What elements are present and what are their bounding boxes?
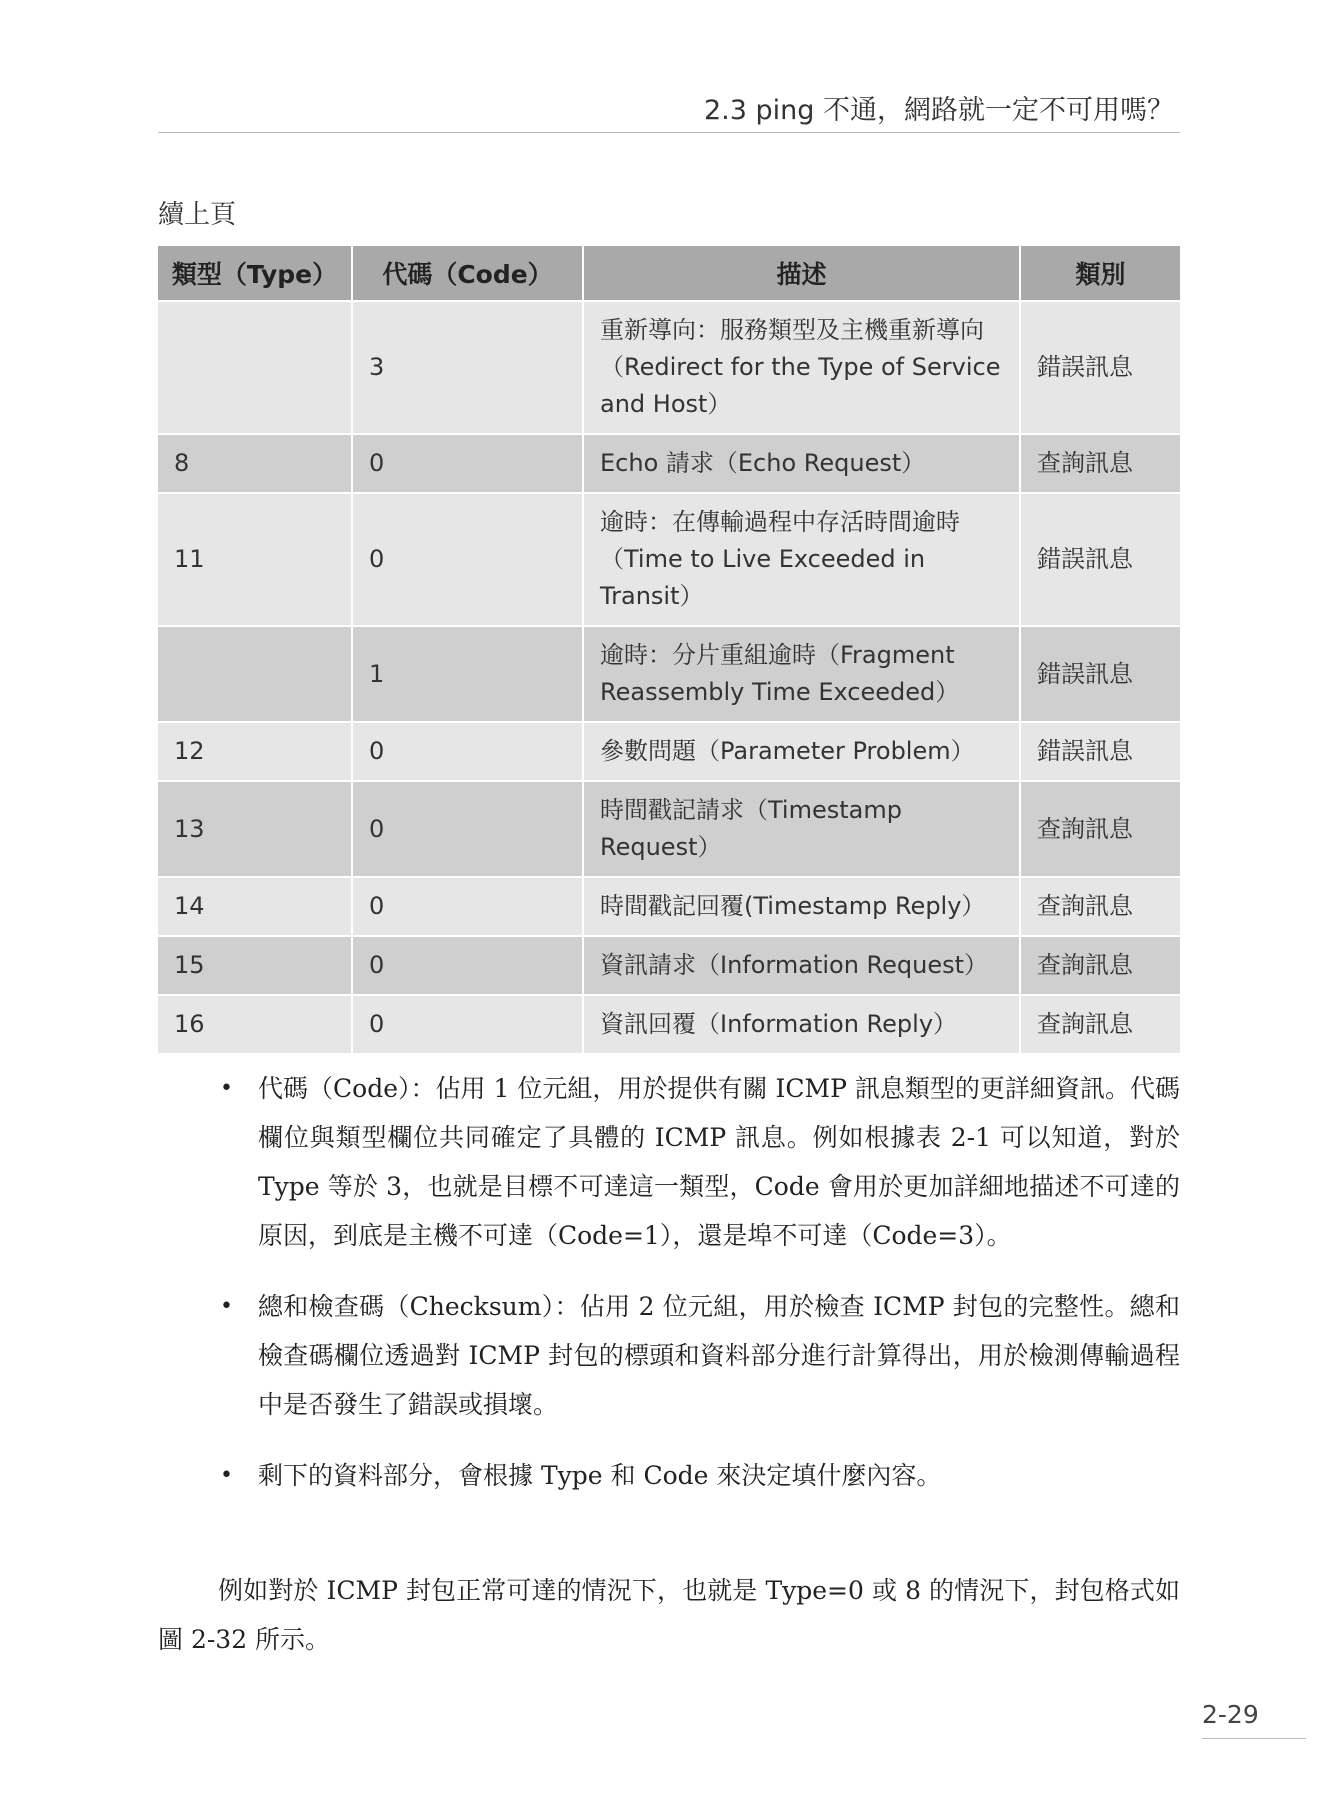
- table-row: [158, 995, 1180, 1053]
- cell-code: 0: [352, 722, 583, 781]
- cell-category: 查詢訊息: [1020, 434, 1180, 493]
- cell-description: 逾時：在傳輸過程中存活時間逾時（Time to Live Exceeded in Transit）: [583, 493, 1020, 626]
- cell-description: 資訊回覆（Information Reply）: [583, 995, 1020, 1053]
- table-row: [158, 301, 1180, 434]
- body-paragraph: 例如對於 ICMP 封包正常可達的情況下，也就是 Type=0 或 8 的情況下，封包格式如圖 2-32 所示。: [158, 1576, 1180, 1654]
- table-header-row: [158, 246, 1180, 301]
- cell-category: 查詢訊息: [1020, 936, 1180, 995]
- page-number: 2-29: [1202, 1700, 1259, 1729]
- table-row: [158, 434, 1180, 493]
- bullet-dot-icon: •: [220, 1463, 233, 1488]
- header-category: 類別: [1020, 246, 1180, 301]
- cell-type: [158, 626, 352, 722]
- bullet-dot-icon: •: [220, 1076, 233, 1101]
- cell-type: 11: [158, 493, 352, 626]
- table-row: [158, 493, 1180, 626]
- cell-description: 重新導向：服務類型及主機重新導向（Redirect for the Type of Service and Host）: [583, 301, 1020, 434]
- cell-category: 查詢訊息: [1020, 877, 1180, 936]
- cell-type: 12: [158, 722, 352, 781]
- page-number-rule: [1202, 1738, 1306, 1739]
- bullet-text: 總和檢查碼（Checksum）：佔用 2 位元組，用於檢查 ICMP 封包的完整性。總和檢查碼欄位透過對 ICMP 封包的標頭和資料部分進行計算得出，用於檢測傳輸過程中是否發生了錯誤或損壞。: [258, 1292, 1180, 1419]
- cell-category: 錯誤訊息: [1020, 493, 1180, 626]
- bullet-dot-icon: •: [220, 1294, 233, 1319]
- bullet-text: 剩下的資料部分，會根據 Type 和 Code 來決定填什麼內容。: [258, 1461, 942, 1490]
- cell-description: 參數問題（Parameter Problem）: [583, 722, 1020, 781]
- cell-type: 14: [158, 877, 352, 936]
- cell-description: Echo 請求（Echo Request）: [583, 434, 1020, 493]
- bullet-item-data: [158, 1451, 1180, 1500]
- cell-category: 錯誤訊息: [1020, 722, 1180, 781]
- cell-description: 逾時：分片重組逾時（Fragment Reassembly Time Exceeded）: [583, 626, 1020, 722]
- cell-description: 時間戳記請求（Timestamp Request）: [583, 781, 1020, 877]
- cell-category: 錯誤訊息: [1020, 301, 1180, 434]
- table-row: [158, 722, 1180, 781]
- table-row: [158, 781, 1180, 877]
- icmp-type-table: [158, 246, 1180, 1053]
- header-code: 代碼（Code）: [352, 246, 583, 301]
- cell-category: 錯誤訊息: [1020, 626, 1180, 722]
- table-row: [158, 626, 1180, 722]
- header-description: 描述: [583, 246, 1020, 301]
- table-row: [158, 936, 1180, 995]
- cell-type: 8: [158, 434, 352, 493]
- cell-category: 查詢訊息: [1020, 995, 1180, 1053]
- cell-code: 0: [352, 877, 583, 936]
- bullet-text: 代碼（Code）：佔用 1 位元組，用於提供有關 ICMP 訊息類型的更詳細資訊。代碼欄位與類型欄位共同確定了具體的 ICMP 訊息。例如根據表 2-1 可以知道，對於 Type 等於 3，也就是目標不可達這一類型，Code 會用於更加詳細地描述不可達的原因，到底是主機不可達（Code=1），還是埠不可達（Code=3）。: [258, 1074, 1180, 1250]
- cell-code: 0: [352, 995, 583, 1053]
- continued-label: 續上頁: [158, 200, 237, 230]
- cell-type: 16: [158, 995, 352, 1053]
- cell-code: 3: [352, 301, 583, 434]
- cell-category: 查詢訊息: [1020, 781, 1180, 877]
- header-type: 類型（Type）: [158, 246, 352, 301]
- table-row: [158, 877, 1180, 936]
- cell-code: 0: [352, 493, 583, 626]
- bullet-list: [158, 1064, 1180, 1522]
- cell-type: [158, 301, 352, 434]
- bullet-item-code: [158, 1064, 1180, 1260]
- cell-code: 1: [352, 626, 583, 722]
- cell-description: 時間戳記回覆(Timestamp Reply）: [583, 877, 1020, 936]
- header-title: 2.3 ping 不通，網路就一定不可用嗎？: [704, 95, 1174, 126]
- cell-code: 0: [352, 434, 583, 493]
- bullet-item-checksum: [158, 1282, 1180, 1429]
- cell-description: 資訊請求（Information Request）: [583, 936, 1020, 995]
- cell-code: 0: [352, 781, 583, 877]
- cell-code: 0: [352, 936, 583, 995]
- running-header: [158, 82, 1180, 133]
- cell-type: 15: [158, 936, 352, 995]
- cell-type: 13: [158, 781, 352, 877]
